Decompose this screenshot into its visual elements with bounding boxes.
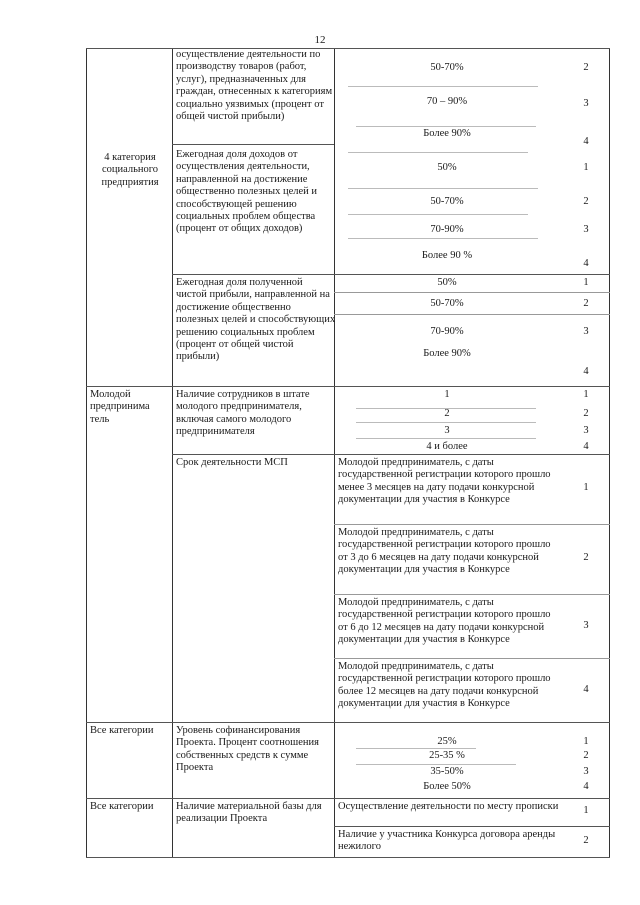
criterion-profit: Ежегодная доля полученной чистой прибыли, направленной на достижение общественно полезных целей и способствующих решению социальных проблем (процент от общей чистой прибыли): [176, 277, 336, 363]
score-staff-1: 1: [583, 389, 589, 400]
score-profit-4: 4: [583, 366, 589, 377]
score-cofin-1: 1: [583, 736, 589, 747]
value-base-1: Осуществление деятельности по месту прописки: [338, 801, 559, 812]
score-profit-1: 1: [583, 277, 589, 288]
score-term-2: 2: [583, 552, 589, 563]
value-income-4: Более 90 %: [421, 250, 473, 261]
value-term-1: Молодой предприниматель, с даты государственной регистрации которого прошло менее 3 месяцев на дату подачи конкурсной документации для участия в Конкурсе: [338, 457, 551, 506]
score-cofin-4: 4: [583, 781, 589, 792]
score-income-1: 1: [583, 162, 589, 173]
score-base-1: 1: [583, 805, 589, 816]
score-goods-3: 4: [583, 136, 589, 147]
score-profit-2: 2: [583, 298, 589, 309]
score-base-2: 2: [583, 835, 589, 846]
value-term-3: Молодой предприниматель, с даты государственной регистрации которого прошло от 6 до 12 месяцев на дату подачи конкурсной документации для участия в Конкурсе: [338, 597, 551, 646]
score-income-3: 3: [583, 224, 589, 235]
score-goods-2: 3: [583, 98, 589, 109]
criterion-staff: Наличие сотрудников в штате молодого предпринимателя, включая самого молодого предпринимателя: [176, 389, 310, 438]
criterion-base: Наличие материальной базы для реализации Проекта: [176, 801, 322, 825]
value-staff-2: 2: [444, 408, 450, 419]
value-cofin-3: 35-50%: [430, 766, 464, 777]
score-term-3: 3: [583, 620, 589, 631]
value-profit-3: 70-90%: [430, 326, 464, 337]
criterion-cofin: Уровень софинансирования Проекта. Процент соотношения собственных средств к сумме Проекта: [176, 725, 319, 774]
value-goods-3: Более 90%: [423, 128, 471, 139]
value-profit-1: 50%: [437, 277, 457, 288]
value-staff-4: 4 и более: [426, 441, 468, 452]
block-label-all-2: Все категории: [90, 801, 154, 812]
value-cofin-4: Более 50%: [423, 781, 471, 792]
criterion-income: Ежегодная доля доходов от осуществления деятельности, направленной на достижение общественно полезных целей и способствующей решению социальных проблем общества (процент от общих доходов): [176, 149, 318, 235]
criterion-term: Срок деятельности МСП: [176, 457, 288, 468]
score-goods-1: 2: [583, 62, 589, 73]
score-term-4: 4: [583, 684, 589, 695]
value-goods-2: 70 – 90%: [426, 96, 468, 107]
score-income-2: 2: [583, 196, 589, 207]
block-label-cat4: 4 категория социального предприятия: [101, 152, 159, 188]
score-cofin-3: 3: [583, 766, 589, 777]
score-term-1: 1: [583, 482, 589, 493]
value-staff-1: 1: [444, 389, 450, 400]
value-profit-2: 50-70%: [430, 298, 464, 309]
value-income-2: 50-70%: [430, 196, 464, 207]
value-income-3: 70-90%: [430, 224, 464, 235]
page-number: 12: [314, 34, 326, 46]
block-label-all-1: Все категории: [90, 725, 154, 736]
value-cofin-2: 25-35 %: [429, 750, 465, 761]
value-term-2: Молодой предприниматель, с даты государственной регистрации которого прошло от 3 до 6 месяцев на дату подачи конкурсной документации для участия в Конкурсе: [338, 527, 551, 576]
value-staff-3: 3: [444, 425, 450, 436]
value-income-1: 50%: [437, 162, 457, 173]
value-profit-4: Более 90%: [423, 348, 471, 359]
score-income-4: 4: [583, 258, 589, 269]
value-base-2: Наличие у участника Конкурса договора аренды нежилого: [338, 829, 556, 853]
score-staff-4: 4: [583, 441, 589, 452]
score-cofin-2: 2: [583, 750, 589, 761]
block-label-young: Молодой предпринима тель: [90, 389, 150, 425]
score-staff-3: 3: [583, 425, 589, 436]
value-cofin-1: 25%: [437, 736, 457, 747]
criterion-goods: осуществление деятельности по производству товаров (работ, услуг), предназначенных для граждан, отнесенных к категориям социально уязвимых (процент от общей чистой прибыли): [176, 49, 333, 123]
criteria-table: [86, 48, 610, 858]
score-profit-3: 3: [583, 326, 589, 337]
value-term-4: Молодой предприниматель, с даты государственной регистрации которого прошло более 12 месяцев на дату подачи конкурсной документации для участия в Конкурсе: [338, 661, 551, 710]
score-staff-2: 2: [583, 408, 589, 419]
value-goods-1: 50-70%: [430, 62, 464, 73]
